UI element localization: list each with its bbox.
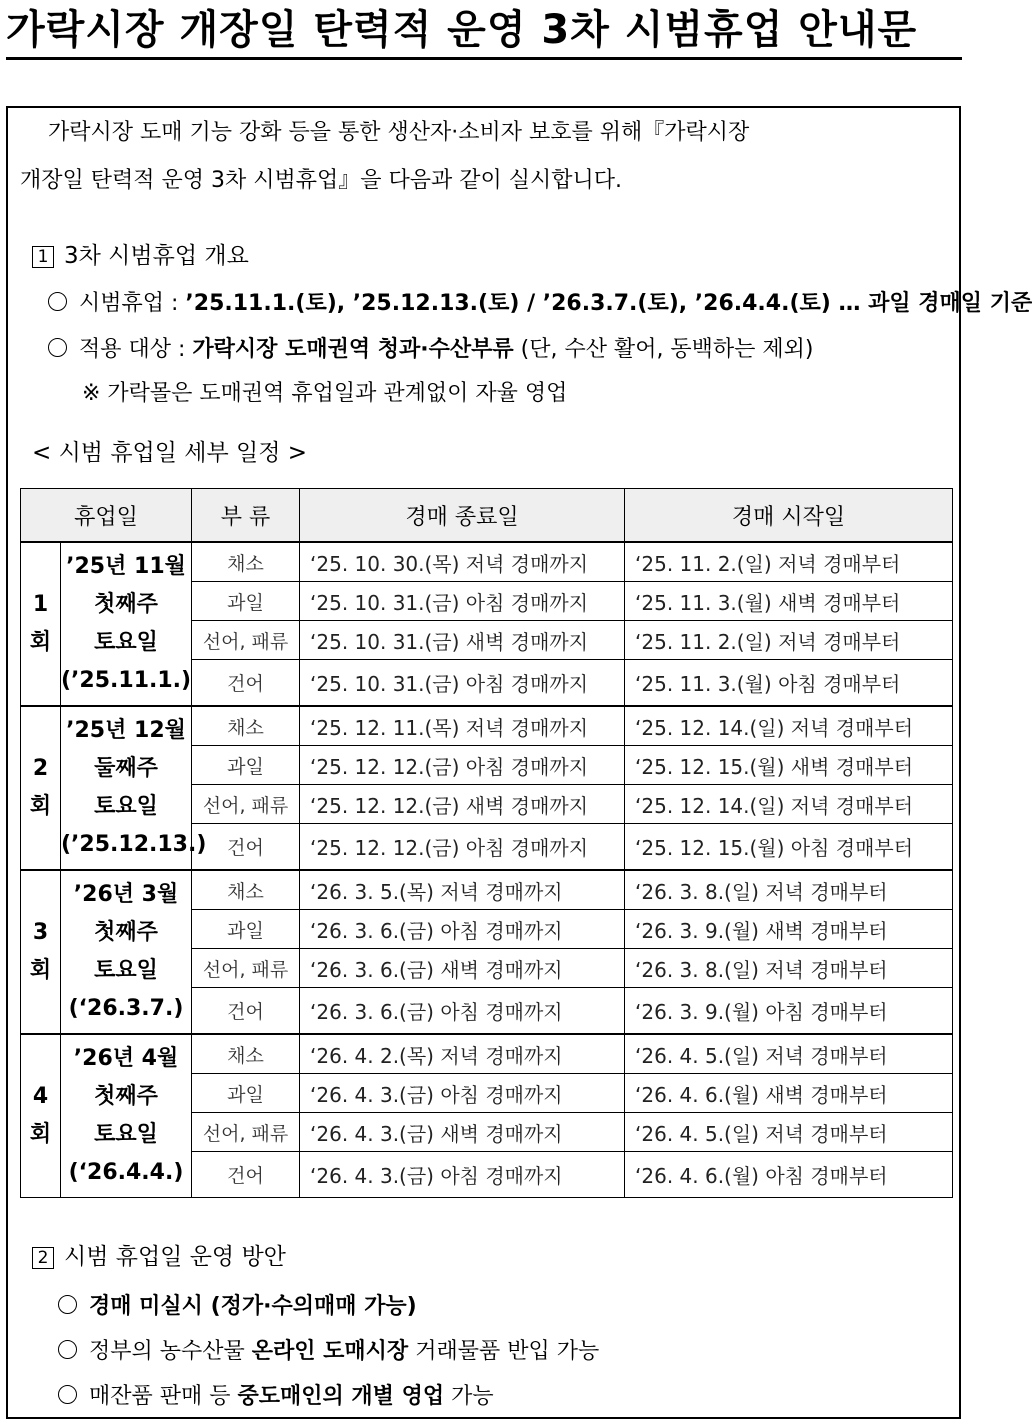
round-number: 4 회 <box>21 1034 61 1198</box>
auction-start-cell: ‘25. 12. 14.(일) 저녁 경매부터 <box>625 785 953 824</box>
auction-end-cell: ‘26. 4. 3.(금) 아침 경매까지 <box>300 1074 625 1113</box>
round-date-label: ’26년 3월 첫째주 토요일 (‘26.3.7.) <box>61 870 192 1034</box>
auction-start-cell: ‘26. 3. 8.(일) 저녁 경매부터 <box>625 870 953 910</box>
auction-end-cell: ‘26. 4. 2.(목) 저녁 경매까지 <box>300 1034 625 1074</box>
auction-end-cell: ‘26. 4. 3.(금) 아침 경매까지 <box>300 1152 625 1198</box>
category-cell: 건어 <box>192 824 300 871</box>
round-number: 2 회 <box>21 706 61 870</box>
table-row <box>21 870 953 910</box>
schedule-body <box>21 542 953 1198</box>
category-cell: 채소 <box>192 870 300 910</box>
circle-bullet-icon <box>58 1295 77 1314</box>
auction-end-cell: ‘26. 3. 6.(금) 아침 경매까지 <box>300 988 625 1035</box>
auction-end-cell: ‘25. 10. 30.(목) 저녁 경매까지 <box>300 542 625 582</box>
category-cell: 선어, 패류 <box>192 949 300 988</box>
section2-bullet-2: 정부의 농수산물 온라인 도매시장 거래물품 반입 가능 <box>58 1337 599 1367</box>
category-cell: 건어 <box>192 988 300 1035</box>
category-cell: 과일 <box>192 1074 300 1113</box>
round-number: 3 회 <box>21 870 61 1034</box>
round-number: 1 회 <box>21 542 61 706</box>
intro-line-2: 개장일 탄력적 운영 3차 시범휴업』을 다음과 같이 실시합니다. <box>20 168 622 193</box>
page-title: 가락시장 개장일 탄력적 운영 3차 시범휴업 안내문 <box>6 7 918 53</box>
auction-end-cell: ‘26. 3. 6.(금) 아침 경매까지 <box>300 910 625 949</box>
auction-end-cell: ‘25. 12. 12.(금) 새벽 경매까지 <box>300 785 625 824</box>
auction-start-cell: ‘26. 4. 6.(월) 새벽 경매부터 <box>625 1074 953 1113</box>
section2-number: 2 <box>32 1247 54 1269</box>
auction-end-cell: ‘25. 10. 31.(금) 새벽 경매까지 <box>300 621 625 660</box>
category-cell: 선어, 패류 <box>192 785 300 824</box>
circle-bullet-icon <box>48 338 67 357</box>
auction-end-cell: ‘26. 3. 6.(금) 새벽 경매까지 <box>300 949 625 988</box>
auction-start-cell: ‘25. 11. 2.(일) 저녁 경매부터 <box>625 542 953 582</box>
auction-start-cell: ‘26. 4. 6.(월) 아침 경매부터 <box>625 1152 953 1198</box>
header-auction-end: 경매 종료일 <box>300 489 625 543</box>
table-row <box>21 542 953 582</box>
section1-heading <box>32 241 249 271</box>
category-cell: 과일 <box>192 746 300 785</box>
section2-heading <box>32 1242 286 1272</box>
closure-dates: ’25.11.1.(토), ’25.12.13.(토) / ’26.3.7.(토), ’26.4.4.(토) … 과일 경매일 기준 <box>185 291 1032 316</box>
header-category: 부 류 <box>192 489 300 543</box>
auction-start-cell: ‘25. 12. 14.(일) 저녁 경매부터 <box>625 706 953 746</box>
table-row <box>21 1034 953 1074</box>
header-closure-day: 휴업일 <box>21 489 192 543</box>
round-date-label: ’25년 12월 둘째주 토요일 (’25.12.13.) <box>61 706 192 870</box>
category-cell: 선어, 패류 <box>192 621 300 660</box>
intro-line-1: 가락시장 도매 기능 강화 등을 통한 생산자·소비자 보호를 위해『가락시장 <box>48 120 750 145</box>
circle-bullet-icon <box>48 292 67 311</box>
auction-end-cell: ‘25. 12. 11.(목) 저녁 경매까지 <box>300 706 625 746</box>
circle-bullet-icon <box>58 1385 77 1404</box>
auction-start-cell: ‘25. 11. 3.(월) 아침 경매부터 <box>625 660 953 707</box>
auction-start-cell: ‘26. 3. 9.(월) 아침 경매부터 <box>625 988 953 1035</box>
auction-start-cell: ‘25. 11. 2.(일) 저녁 경매부터 <box>625 621 953 660</box>
section2-bullet-3: 매잔품 판매 등 중도매인의 개별 영업 가능 <box>58 1382 494 1412</box>
auction-end-cell: ‘26. 3. 5.(목) 저녁 경매까지 <box>300 870 625 910</box>
section2-bullet-1: 경매 미실시 (정가·수의매매 가능) <box>58 1292 417 1322</box>
section2-title: 시범 휴업일 운영 방안 <box>64 1244 286 1270</box>
table-row <box>21 706 953 746</box>
auction-end-cell: ‘25. 10. 31.(금) 아침 경매까지 <box>300 660 625 707</box>
header-auction-start: 경매 시작일 <box>625 489 953 543</box>
section1-number: 1 <box>32 246 54 268</box>
circle-bullet-icon <box>58 1340 77 1359</box>
section1-bullet-2: 적용 대상 : 가락시장 도매권역 청과·수산부류 (단, 수산 활어, 동백하는 제외) <box>48 335 814 365</box>
category-cell: 과일 <box>192 582 300 621</box>
category-cell: 채소 <box>192 706 300 746</box>
section1-note: ※ 가락몰은 도매권역 휴업일과 관계없이 자율 영업 <box>82 381 568 406</box>
round-date-label: ’26년 4월 첫째주 토요일 (‘26.4.4.) <box>61 1034 192 1198</box>
auction-start-cell: ‘26. 4. 5.(일) 저녁 경매부터 <box>625 1113 953 1152</box>
title-underline <box>6 57 962 60</box>
auction-start-cell: ‘26. 3. 8.(일) 저녁 경매부터 <box>625 949 953 988</box>
category-cell: 건어 <box>192 1152 300 1198</box>
auction-start-cell: ‘26. 4. 5.(일) 저녁 경매부터 <box>625 1034 953 1074</box>
target-scope: 가락시장 도매권역 청과·수산부류 <box>192 337 514 362</box>
auction-start-cell: ‘25. 12. 15.(월) 아침 경매부터 <box>625 824 953 871</box>
auction-end-cell: ‘25. 10. 31.(금) 아침 경매까지 <box>300 582 625 621</box>
section1-title: 3차 시범휴업 개요 <box>64 243 249 269</box>
auction-start-cell: ‘26. 3. 9.(월) 새벽 경매부터 <box>625 910 953 949</box>
auction-start-cell: ‘25. 11. 3.(월) 새벽 경매부터 <box>625 582 953 621</box>
category-cell: 채소 <box>192 1034 300 1074</box>
category-cell: 선어, 패류 <box>192 1113 300 1152</box>
category-cell: 채소 <box>192 542 300 582</box>
section1-bullet-1: 시범휴업 : ’25.11.1.(토), ’25.12.13.(토) / ’26.3.7.(토), ’26.4.4.(토) … 과일 경매일 기준 <box>48 289 1032 319</box>
round-date-label: ’25년 11월 첫째주 토요일 (’25.11.1.) <box>61 542 192 706</box>
auction-start-cell: ‘25. 12. 15.(월) 새벽 경매부터 <box>625 746 953 785</box>
category-cell: 건어 <box>192 660 300 707</box>
auction-end-cell: ‘26. 4. 3.(금) 새벽 경매까지 <box>300 1113 625 1152</box>
schedule-title: < 시범 휴업일 세부 일정 > <box>32 440 308 466</box>
schedule-table <box>20 488 953 1198</box>
category-cell: 과일 <box>192 910 300 949</box>
auction-end-cell: ‘25. 12. 12.(금) 아침 경매까지 <box>300 746 625 785</box>
auction-end-cell: ‘25. 12. 12.(금) 아침 경매까지 <box>300 824 625 871</box>
